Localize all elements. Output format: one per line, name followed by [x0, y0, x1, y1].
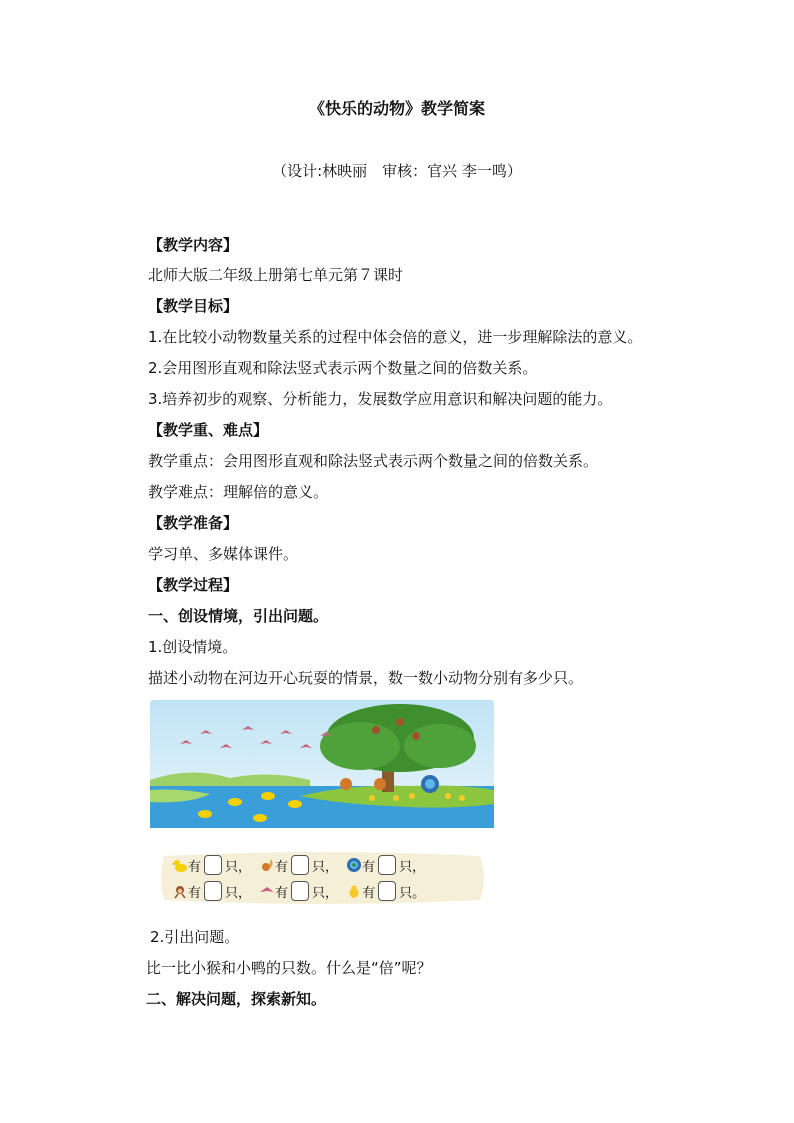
pigeon-icon	[259, 883, 275, 899]
prep-text: 学习单、多媒体课件。	[148, 545, 299, 563]
unit-label: 只，	[225, 859, 252, 875]
have-label: 有	[188, 859, 202, 875]
count-box[interactable]	[378, 855, 396, 875]
step-two-heading: 二、解决问题，探索新知。	[146, 990, 327, 1008]
count-box[interactable]	[291, 855, 309, 875]
monkey-icon	[172, 883, 188, 899]
tally-cell	[259, 855, 338, 875]
peacock-icon	[346, 857, 362, 873]
key-point: 教学重点：会用图形直观和除法竖式表示两个数量之间的倍数关系。	[148, 452, 599, 470]
step-one-item-2: 2.引出问题。	[150, 928, 240, 946]
process-heading: 【教学过程】	[148, 576, 239, 594]
step-one-item-1: 1.创设情境。	[148, 638, 238, 656]
difficult-point: 教学难点：理解倍的意义。	[148, 483, 329, 501]
prep-heading: 【教学准备】	[148, 514, 239, 532]
count-box[interactable]	[291, 881, 309, 901]
tally-cell	[346, 881, 425, 901]
chick-icon	[346, 883, 362, 899]
animal-count-banner	[158, 848, 486, 908]
count-box[interactable]	[204, 881, 222, 901]
goals-heading: 【教学目标】	[148, 297, 239, 315]
tally-cell	[259, 881, 338, 901]
tally-cell	[172, 855, 251, 875]
unit-label: 只。	[399, 885, 426, 901]
tally-cell	[346, 855, 425, 875]
count-box[interactable]	[378, 881, 396, 901]
have-label: 有	[275, 859, 289, 875]
unit-label: 只，	[225, 885, 252, 901]
squirrel-icon	[259, 857, 275, 873]
tally-cell	[172, 881, 251, 901]
goal-3: 3.培养初步的观察、分析能力，发展数学应用意识和解决问题的能力。	[148, 390, 613, 408]
have-label: 有	[275, 885, 289, 901]
goal-1: 1.在比较小动物数量关系的过程中体会倍的意义，进一步理解除法的意义。	[148, 328, 643, 346]
have-label: 有	[362, 859, 376, 875]
lesson-title: 《快乐的动物》教学简案	[308, 99, 485, 118]
lesson-credit: （设计:林映丽 审核：官兴 李一鸣）	[272, 162, 522, 180]
goal-2: 2.会用图形直观和除法竖式表示两个数量之间的倍数关系。	[148, 359, 538, 377]
content-heading: 【教学内容】	[148, 236, 239, 254]
have-label: 有	[362, 885, 376, 901]
key-heading: 【教学重、难点】	[148, 421, 269, 439]
unit-label: 只，	[399, 859, 426, 875]
riverside-scene-illustration	[150, 700, 494, 828]
tally-row-1	[172, 854, 433, 876]
step-one-question: 比一比小猴和小鸭的只数。什么是“倍”呢？	[146, 959, 432, 977]
tally-row-2	[172, 880, 433, 902]
step-one-heading: 一、创设情境，引出问题。	[148, 607, 329, 625]
have-label: 有	[188, 885, 202, 901]
unit-label: 只，	[312, 885, 339, 901]
step-one-description: 描述小动物在河边开心玩耍的情景，数一数小动物分别有多少只。	[148, 669, 584, 687]
unit-label: 只，	[312, 859, 339, 875]
count-box[interactable]	[204, 855, 222, 875]
content-text: 北师大版二年级上册第七单元第７课时	[148, 266, 404, 284]
duck-icon	[172, 857, 188, 873]
